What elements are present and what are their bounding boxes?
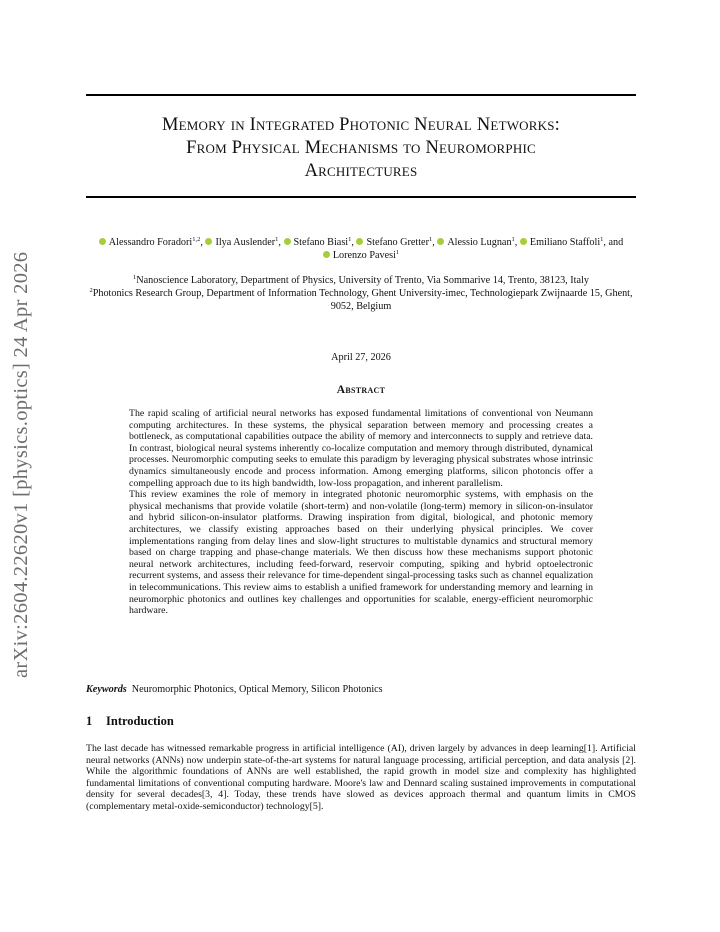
abstract-body [129, 408, 593, 617]
author-name: Emiliano Staffoli [529, 237, 601, 248]
affiliation-number: 1 [133, 274, 137, 281]
intro-body [86, 743, 636, 812]
author-entry [520, 237, 604, 248]
abstract-paragraph: The rapid scaling of artificial neural networks has exposed fundamental limitations of conventional von Neumann computing architectures. In these systems, the physical separation between memory and processing creates a bottleneck, as computational capabilities outpace the ability of memory and interconnects to supply and retrieve data. In contrast, biological neural systems inherently co-localize computation and memory through distributed, dynamical processes. Neuromorphic computing seeks to emulate this paradigm by leveraging physical substrates whose intrinsic dynamics simultaneously encode and process information. Among emerging platforms, silicon photoncis offer a compelling approach due to its high bandwidth, low-loss propagation, and inherent parallelism. [129, 408, 593, 489]
author-entry [323, 250, 399, 261]
author-name: Ilya Auslender [215, 237, 276, 248]
title-top-rule [86, 94, 636, 96]
author-name: Alessandro Foradori [108, 237, 193, 248]
orcid-icon[interactable] [323, 251, 330, 258]
affiliation-marker: 1 [511, 236, 515, 243]
affiliation-marker: 1 [395, 249, 400, 256]
affiliation-marker: 1 [348, 236, 352, 243]
intro-paragraph: The last decade has witnessed remarkable progress in artificial intelligence (AI), driven largely by advances in deep learning[1]. Artificial neural networks (ANNs) now underpin state-of-the-art systems for natural language processing, artificial perception, and data analysis [2]. While the algorithmic foundations of ANNs are well established, the rapid growth in model size and complexity has highlighted fundamental limitations of conventional computing hardware. Moore's law and Dennard scaling sustained improvements in computational density for several decades[3, 4]. Today, these trends have slowed as devices approach thermal and quantum limits in CMOS (complementary metal-oxide-semiconductor) technology[5]. [86, 743, 636, 812]
author-entry [356, 237, 432, 248]
section-number: 1 [86, 714, 93, 728]
author-conjunction: and [608, 237, 624, 248]
author-name: Alessio Lugnan [447, 237, 512, 248]
author-name: Lorenzo Pavesi [332, 250, 396, 261]
keywords-text: Neuromorphic Photonics, Optical Memory, Silicon Photonics [131, 684, 383, 695]
orcid-icon[interactable] [284, 238, 291, 245]
keywords-line [86, 684, 636, 695]
section-heading [86, 714, 174, 729]
author-entry [284, 237, 352, 248]
title-line: Architectures [304, 161, 418, 181]
affiliation-entry [86, 288, 636, 314]
paper-date: April 27, 2026 [331, 352, 391, 363]
author-name: Stefano Gretter [366, 237, 429, 248]
affiliation-text: Nanoscience Laboratory, Department of Physics, University of Trento, Via Sommarive 14, Trento, 38123, Italy [136, 275, 589, 286]
affiliation-marker: 1,2 [192, 236, 201, 243]
affiliation-number: 2 [89, 286, 93, 294]
abstract-heading: Abstract [336, 384, 386, 396]
orcid-icon[interactable] [437, 238, 444, 245]
orcid-icon[interactable] [205, 238, 212, 245]
section-title: Introduction [106, 714, 174, 728]
author-entry [205, 237, 278, 248]
paper-title [86, 114, 636, 183]
author-list: Alessandro Foradori$^{1,2}$, Ilya Auslender$^1$, Stefano Biasi$^1$, Stefano Gretter$^1$, Alessio Lugnan$^1$, Emiliano Staffoli$^1$, and Lorenzo Pavesi$^1$ [86, 236, 636, 262]
affiliation-marker: 1 [600, 236, 604, 243]
author-entry [99, 237, 201, 248]
arxiv-identifier-text: arXiv:2604.22620v1 [physics.optics] 24 Apr 2026 [10, 251, 32, 678]
title-line: From Physical Mechanisms to Neuromorphic [186, 138, 536, 158]
orcid-icon[interactable] [520, 238, 527, 245]
keywords-label: Keywords [86, 684, 127, 695]
affiliation-marker: 1 [428, 236, 433, 243]
orcid-icon[interactable] [356, 238, 363, 245]
title-line: Memory in Integrated Photonic Neural Networks: [162, 115, 560, 135]
affiliation-list [86, 275, 636, 313]
affiliation-marker: 1 [275, 236, 279, 243]
author-name: Stefano Biasi [293, 237, 349, 248]
affiliation-entry [86, 275, 636, 288]
abstract-paragraph: This review examines the role of memory in integrated photonic neuromorphic systems, with emphasis on the physical mechanisms that provide volatile (short-term) and non-volatile (long-term) memory in silicon-on-insulator and hybrid silicon-on-insulator platforms. Drawing inspiration from digital, biological, and photonic memory architectures, we classify existing approaches based on their underlying physical principles. We cover implementations ranging from delay lines and slow-light structures to multistable dynamics and structural memory based on charge trapping and phase-change materials. We then discuss how these mechanisms support photonic neural network architectures, including feed-forward, reservoir computing, spiking and hybrid optoelectronic recurrent systems, and assess their relevance for time-dependent singal-processing tasks such as channel equalization in telecommunications. This review aims to establish a unified framework for understanding memory and learning in neuromorphic photonics and outlines key challenges and opportunities for scalable, energy-efficient neuromorphic hardware. [129, 489, 593, 617]
affiliation-text: Photonics Research Group, Department of Information Technology, Ghent University-imec, Technologiepark Zwijnaarde 15, Ghent, 9052, Belgium [92, 287, 633, 312]
orcid-icon[interactable] [99, 238, 106, 245]
title-bottom-rule [86, 196, 636, 198]
author-entry [437, 237, 514, 248]
